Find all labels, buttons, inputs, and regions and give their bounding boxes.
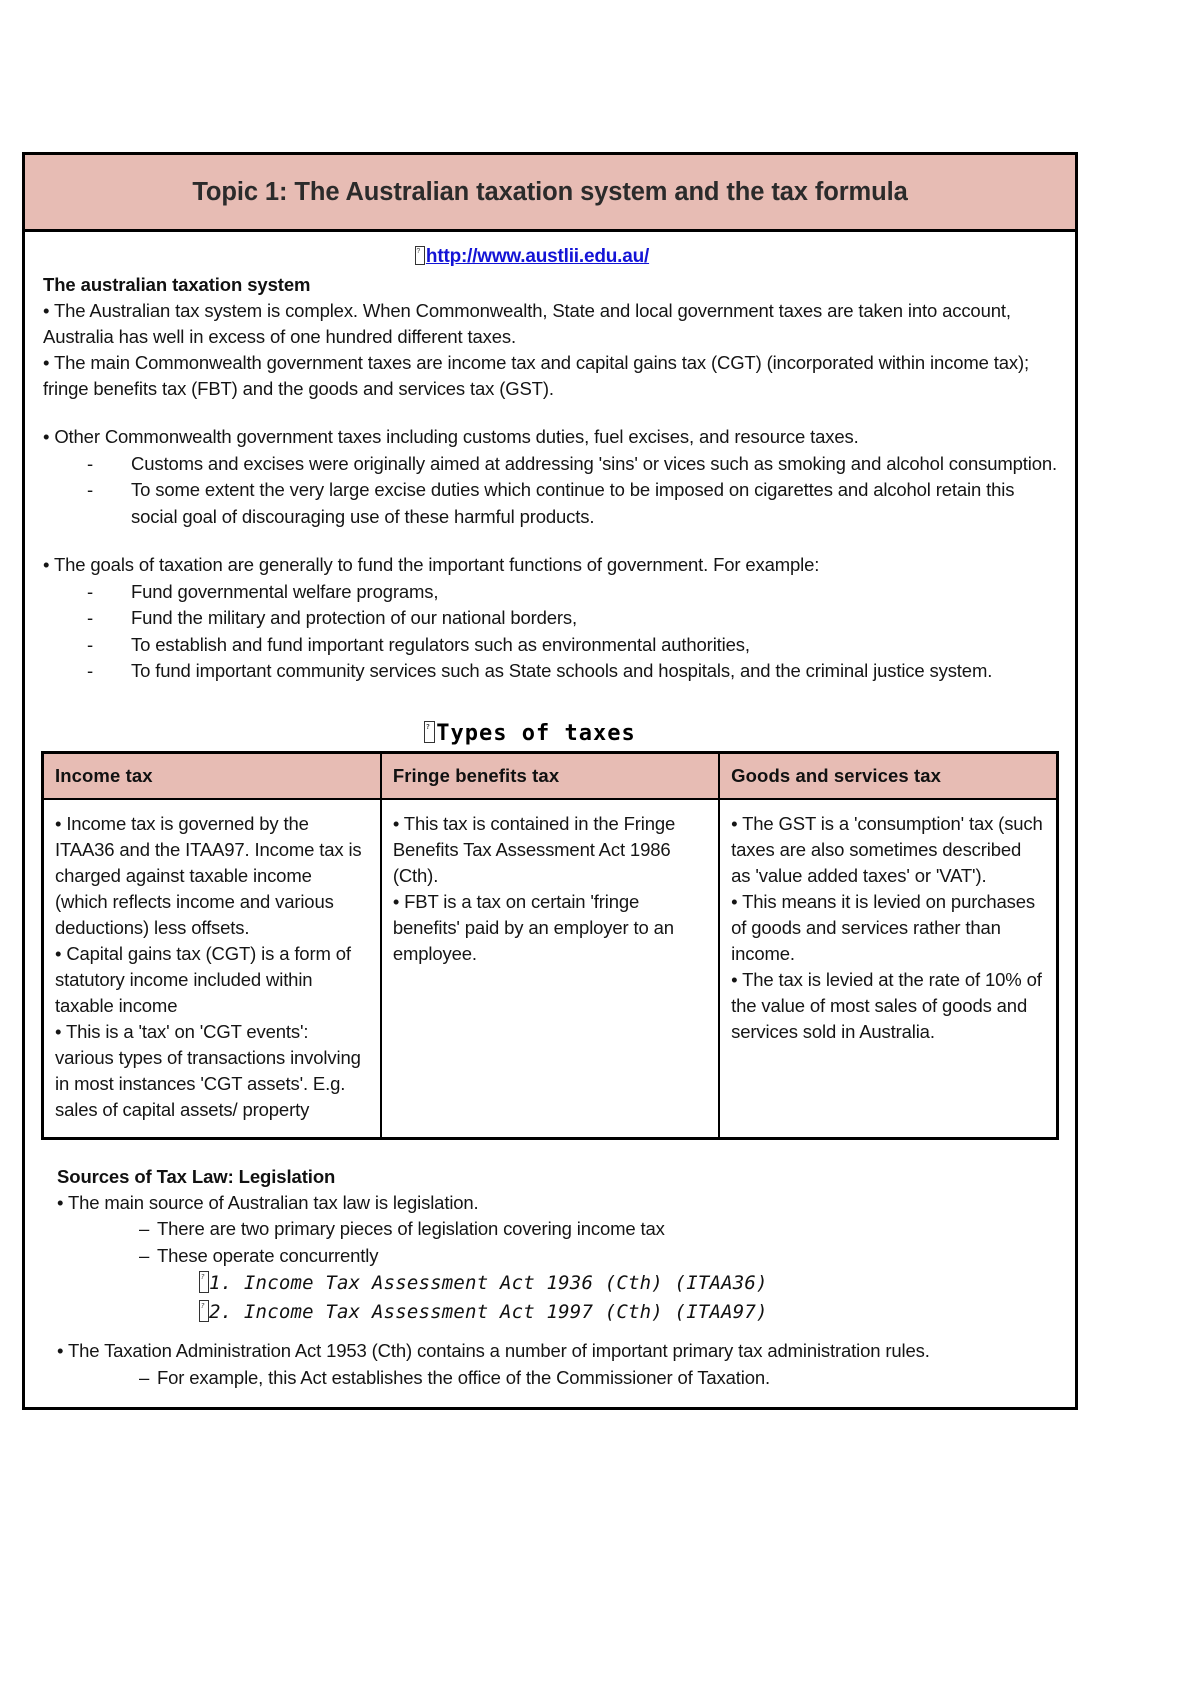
list-item <box>199 1269 1047 1298</box>
missing-character-icon <box>424 721 435 743</box>
cell-bullet: • The tax is levied at the rate of 10% of the value of most sales of goods and services sold in Australia. <box>731 968 1042 1042</box>
sources-bullet-1: • The main source of Australian tax law is legislation. <box>57 1191 479 1213</box>
spacer <box>39 1140 1061 1162</box>
list-item: – For example, this Act establishes the office of the Commissioner of Taxation. <box>139 1365 1047 1392</box>
document-body <box>25 232 1075 1407</box>
table-header-row <box>43 752 1058 799</box>
cell-bullet: • FBT is a tax on certain 'fringe benefits' paid by an employer to an employee. <box>392 890 674 964</box>
act-label: 2. Income Tax Assessment Act 1997 (Cth) (ITAA97) <box>209 1301 768 1323</box>
column-header-goods-and-services-tax: Goods and services tax <box>719 752 1057 799</box>
section-heading-sources-of-tax-law: Sources of Tax Law: Legislation <box>57 1165 336 1187</box>
column-header-income-tax: Income tax <box>43 752 381 799</box>
cell-fringe-benefits-tax <box>381 799 719 1139</box>
other-taxes-sublist <box>87 451 1061 531</box>
intro-bullet-1: • The Australian tax system is complex. When Commonwealth, State and local government taxes are taken into account, Australia has well in excess of one hundred different taxes. <box>43 300 1011 347</box>
sources-sublist <box>139 1216 1047 1269</box>
sources-of-tax-law-section <box>39 1166 1061 1402</box>
types-of-taxes-table <box>41 751 1059 1140</box>
external-link-row <box>39 242 1061 270</box>
cell-bullet: • This tax is contained in the Fringe Benefits Tax Assessment Act 1986 (Cth). <box>392 812 676 886</box>
list-item: - To some extent the very large excise duties which continue to be imposed on cigarettes and alcohol retain this social goal of discouraging use of these harmful products. <box>87 477 1061 530</box>
spacer <box>39 685 1061 721</box>
missing-character-icon <box>199 1271 209 1293</box>
list-item: - Fund governmental welfare programs, <box>87 579 1061 606</box>
act-label: 1. Income Tax Assessment Act 1936 (Cth) (ITAA36) <box>209 1272 768 1294</box>
spacer <box>39 402 1061 424</box>
missing-character-icon <box>199 1300 209 1322</box>
list-item <box>199 1298 1047 1327</box>
sources-sublist-2 <box>139 1365 1047 1392</box>
cell-bullet: • This means it is levied on purchases of goods and services rather than income. <box>731 890 1035 964</box>
list-item: – These operate concurrently <box>139 1243 1047 1270</box>
types-of-taxes-label: Types of taxes <box>436 720 636 746</box>
column-header-fringe-benefits-tax: Fringe benefits tax <box>381 752 719 799</box>
list-item: – There are two primary pieces of legislation covering income tax <box>139 1216 1047 1243</box>
sources-bullet-2: • The Taxation Administration Act 1953 (Cth) contains a number of important primary tax administration rules. <box>57 1340 930 1361</box>
section-heading-australian-taxation-system: The australian taxation system <box>43 274 311 295</box>
spacer <box>53 1327 1047 1338</box>
cell-bullet: • Income tax is governed by the ITAA36 and the ITAA97. Income tax is charged against taxable income (which reflects income and various deductions) less offsets. <box>55 812 362 938</box>
missing-character-icon <box>415 246 425 265</box>
cell-bullet: • The GST is a 'consumption' tax (such taxes are also sometimes described as 'value added taxes' or 'VAT'). <box>731 812 1043 886</box>
legislation-act-list <box>199 1269 1047 1327</box>
list-item: - To fund important community services such as State schools and hospitals, and the criminal justice system. <box>87 658 1061 685</box>
document-frame <box>22 152 1078 1410</box>
austlii-link[interactable]: http://www.austlii.edu.au/ <box>425 246 650 267</box>
types-of-taxes-heading <box>39 721 1061 746</box>
list-item: - Customs and excises were originally aimed at addressing 'sins' or vices such as smoking and alcohol consumption. <box>87 451 1061 478</box>
goals-sublist <box>87 579 1061 685</box>
cell-bullet: • Capital gains tax (CGT) is a form of statutory income included within taxable income <box>55 942 351 1016</box>
other-taxes-bullet: • Other Commonwealth government taxes including customs duties, fuel excises, and resource taxes. <box>43 426 859 447</box>
cell-goods-and-services-tax <box>719 799 1057 1139</box>
intro-bullet-2: • The main Commonwealth government taxes are income tax and capital gains tax (CGT) (incorporated within income tax); fringe benefits tax (FBT) and the goods and services tax (GST). <box>43 352 1029 399</box>
page-title: Topic 1: The Australian taxation system and the tax formula <box>192 178 908 206</box>
table-row <box>43 799 1058 1139</box>
page-title-banner <box>25 155 1075 232</box>
cell-bullet: • This is a 'tax' on 'CGT events': various types of transactions involving in most instances 'CGT assets'. E.g. sales of capital assets/ property <box>55 1020 361 1120</box>
list-item: - To establish and fund important regulators such as environmental authorities, <box>87 632 1061 659</box>
list-item: - Fund the military and protection of our national borders, <box>87 605 1061 632</box>
spacer <box>39 530 1061 552</box>
goals-bullet: • The goals of taxation are generally to fund the important functions of government. For example: <box>43 554 820 575</box>
types-of-taxes-table-wrap <box>39 751 1061 1140</box>
cell-income-tax <box>43 799 381 1139</box>
